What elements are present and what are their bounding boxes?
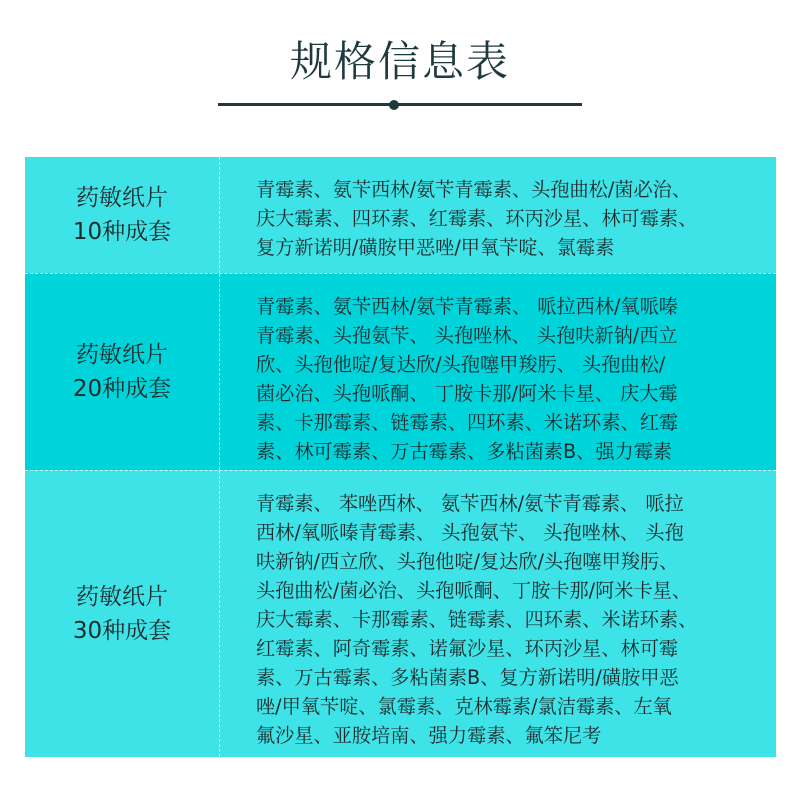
contents-line: 庆大霉素、卡那霉素、链霉素、四环素、米诺环素、 xyxy=(256,608,698,631)
page-title: 规格信息表 xyxy=(289,37,510,86)
contents-line: 西林/氧哌嗪青霉素、 头孢氨苄、 头孢唑林、 头孢 xyxy=(256,521,684,544)
contents-line: 菌必治、头孢哌酮、 丁胺卡那/阿米卡星、 庆大霉 xyxy=(256,382,678,405)
contents-line: 氟沙星、亚胺培南、强力霉素、氟笨尼考 xyxy=(256,724,602,747)
title-underline-dot xyxy=(389,100,399,110)
spec-name-cell xyxy=(25,157,220,273)
contents-line: 庆大霉素、四环素、红霉素、环丙沙星、林可霉素、 xyxy=(256,207,698,230)
spec-contents-cell xyxy=(220,157,776,273)
table-row xyxy=(25,273,776,470)
spec-table xyxy=(25,157,776,757)
contents-line: 欣、头孢他啶/复达欣/头孢噻甲羧肟、 头孢曲松/ xyxy=(256,353,666,376)
contents-line: 素、卡那霉素、链霉素、四环素、米诺环素、红霉 xyxy=(256,411,679,434)
contents-line: 复方新诺明/磺胺甲恶唑/甲氧苄啶、氯霉素 xyxy=(256,236,615,259)
contents-line: 青霉素、氨苄西林/氨苄青霉素、头孢曲松/菌必治、 xyxy=(256,178,692,201)
contents-line: 青霉素、 苯唑西林、 氨苄西林/氨苄青霉素、 哌拉 xyxy=(256,492,684,515)
contents-line: 素、林可霉素、万古霉素、多粘菌素B、强力霉素 xyxy=(256,440,673,463)
contents-line: 头孢曲松/菌必治、头孢哌酮、丁胺卡那/阿米卡星、 xyxy=(256,579,692,602)
table-row xyxy=(25,470,776,757)
contents-line: 青霉素、氨苄西林/氨苄青霉素、 哌拉西林/氧哌嗪 xyxy=(256,295,678,318)
spec-name: 药敏纸片 xyxy=(76,342,168,368)
title-underline xyxy=(218,103,582,106)
spec-contents-cell xyxy=(220,274,776,470)
spec-name-cell xyxy=(25,274,220,470)
contents-line: 红霉素、阿奇霉素、诺氟沙星、环丙沙星、林可霉 xyxy=(256,637,679,660)
spec-count: 30种成套 xyxy=(72,618,172,644)
contents-line: 呋新钠/西立欣、头孢他啶/复达欣/头孢噻甲羧肟、 xyxy=(256,550,679,573)
spec-name: 药敏纸片 xyxy=(76,584,168,610)
table-row xyxy=(25,157,776,273)
spec-count: 10种成套 xyxy=(72,219,172,245)
spec-count: 20种成套 xyxy=(72,376,172,402)
contents-line: 青霉素、头孢氨苄、 头孢唑林、 头孢呋新钠/西立 xyxy=(256,324,678,347)
contents-line: 素、万古霉素、多粘菌素B、复方新诺明/磺胺甲恶 xyxy=(256,666,679,689)
spec-name: 药敏纸片 xyxy=(76,185,168,211)
spec-name-cell xyxy=(25,471,220,757)
contents-line: 唑/甲氧苄啶、氯霉素、克林霉素/氯洁霉素、左氧 xyxy=(256,695,672,718)
spec-contents-cell xyxy=(220,471,776,757)
